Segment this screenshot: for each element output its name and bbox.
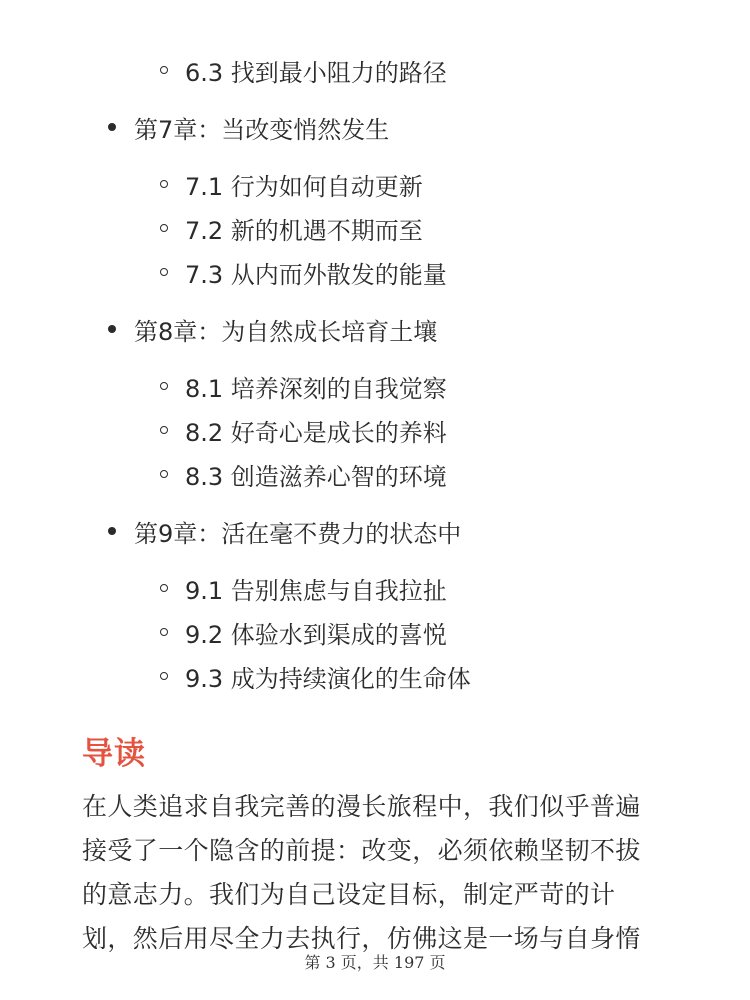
section-body: [82, 785, 672, 961]
circle-bullet-icon: [160, 426, 168, 434]
circle-bullet-icon: [160, 470, 168, 478]
toc-subsection-text: 8.1 培养深刻的自我觉察: [185, 374, 447, 403]
circle-bullet-icon: [160, 224, 168, 232]
toc-subsection: [160, 612, 447, 652]
toc-subsection: [160, 252, 447, 292]
section-heading: 导读: [82, 736, 146, 772]
toc-subsection-text: 8.3 创造滋养心智的环境: [185, 462, 447, 491]
circle-bullet-icon: [160, 180, 168, 188]
toc-subsection: [160, 366, 447, 406]
body-line: 在人类追求自我完善的漫长旅程中，我们似乎普遍: [82, 792, 641, 821]
toc-subsection-text: 9.3 成为持续演化的生命体: [185, 664, 471, 693]
toc-subsection: [160, 568, 447, 608]
toc-chapter-text: 第7章：当改变悄然发生: [134, 115, 390, 144]
circle-bullet-icon: [160, 628, 168, 636]
toc-subsection-text: 7.1 行为如何自动更新: [185, 172, 423, 201]
toc-subsection-text: 9.1 告别焦虑与自我拉扯: [185, 576, 447, 605]
toc-chapter: [108, 309, 437, 349]
toc-subsection: [160, 50, 447, 90]
toc-subsection: [160, 164, 423, 204]
toc-chapter: [108, 107, 389, 147]
circle-bullet-icon: [160, 584, 168, 592]
body-line: 接受了一个隐含的前提：改变，必须依赖坚韧不拔: [82, 836, 641, 865]
body-line: 的意志力。我们为自己设定目标，制定严苛的计: [82, 880, 616, 909]
toc-subsection-text: 6.3 找到最小阻力的路径: [185, 58, 447, 87]
circle-bullet-icon: [160, 382, 168, 390]
toc-subsection: [160, 454, 447, 494]
toc-subsection: [160, 656, 471, 696]
disc-bullet-icon: [108, 123, 116, 131]
toc-subsection-text: 7.2 新的机遇不期而至: [185, 216, 423, 245]
disc-bullet-icon: [108, 527, 116, 535]
page-number-footer: 第 3 页，共 197 页: [304, 953, 446, 972]
body-line: 划，然后用尽全力去执行，仿佛这是一场与自身惰: [82, 924, 641, 953]
toc-subsection-text: 8.2 好奇心是成长的养料: [185, 418, 447, 447]
toc-subsection-text: 7.3 从内而外散发的能量: [185, 260, 447, 289]
toc-subsection: [160, 208, 423, 248]
toc-subsection: [160, 410, 447, 450]
toc-chapter: [108, 511, 461, 551]
toc-chapter-text: 第9章：活在毫不费力的状态中: [134, 519, 462, 548]
disc-bullet-icon: [108, 325, 116, 333]
toc-chapter-text: 第8章：为自然成长培育土壤: [134, 317, 438, 346]
toc-subsection-text: 9.2 体验水到渠成的喜悦: [185, 620, 447, 649]
circle-bullet-icon: [160, 66, 168, 74]
circle-bullet-icon: [160, 672, 168, 680]
circle-bullet-icon: [160, 268, 168, 276]
